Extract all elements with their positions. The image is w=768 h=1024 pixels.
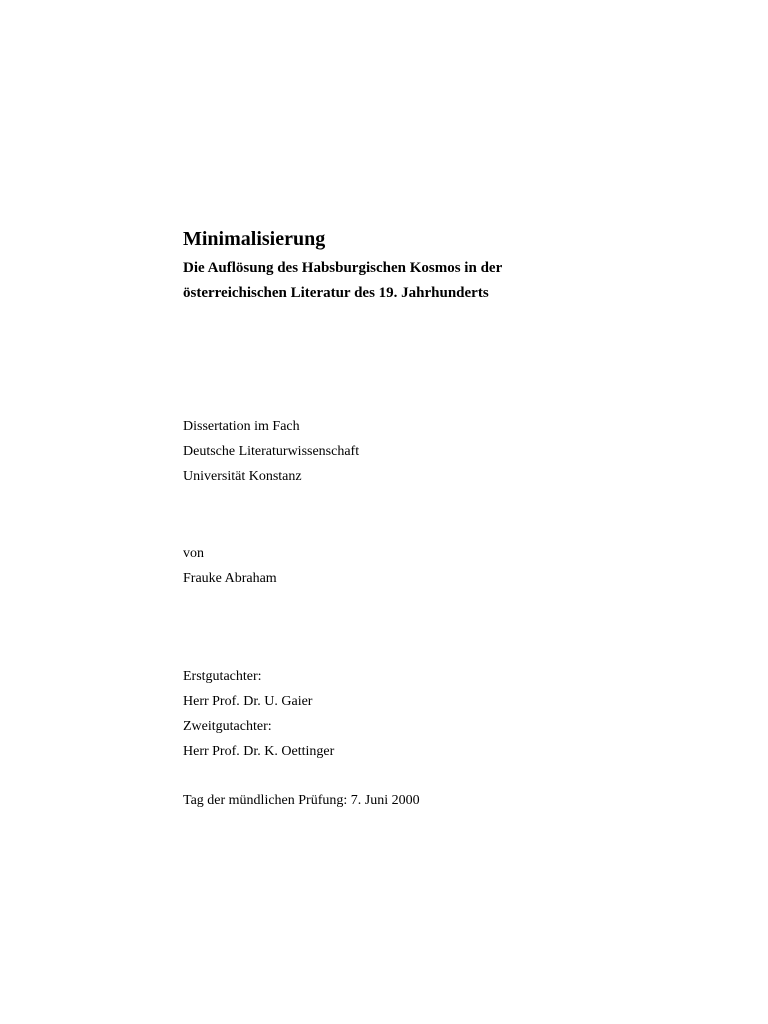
degree-info	[183, 414, 359, 489]
second-examiner-label: Zweitgutachter:	[183, 719, 272, 734]
defense-date-text: Tag der mündlichen Prüfung: 7. Juni 2000	[183, 793, 420, 808]
subtitle-line: Die Auflösung des Habsburgischen Kosmos in der	[183, 260, 503, 276]
first-examiner-name: Herr Prof. Dr. U. Gaier	[183, 694, 313, 709]
author-name: Frauke Abraham	[183, 571, 277, 586]
examiner-info	[183, 664, 334, 764]
document-title: Minimalisierung	[183, 228, 326, 250]
second-examiner-name: Herr Prof. Dr. K. Oettinger	[183, 744, 335, 759]
degree-line: Deutsche Literaturwissenschaft	[183, 444, 360, 459]
author-info	[183, 541, 277, 591]
degree-line: Dissertation im Fach	[183, 419, 300, 434]
document-subtitle	[183, 256, 502, 306]
author-preposition: von	[183, 546, 204, 561]
first-examiner-label: Erstgutachter:	[183, 669, 262, 684]
degree-line: Universität Konstanz	[183, 469, 302, 484]
defense-date	[183, 788, 420, 813]
subtitle-line: österreichischen Literatur des 19. Jahrhunderts	[183, 285, 489, 301]
